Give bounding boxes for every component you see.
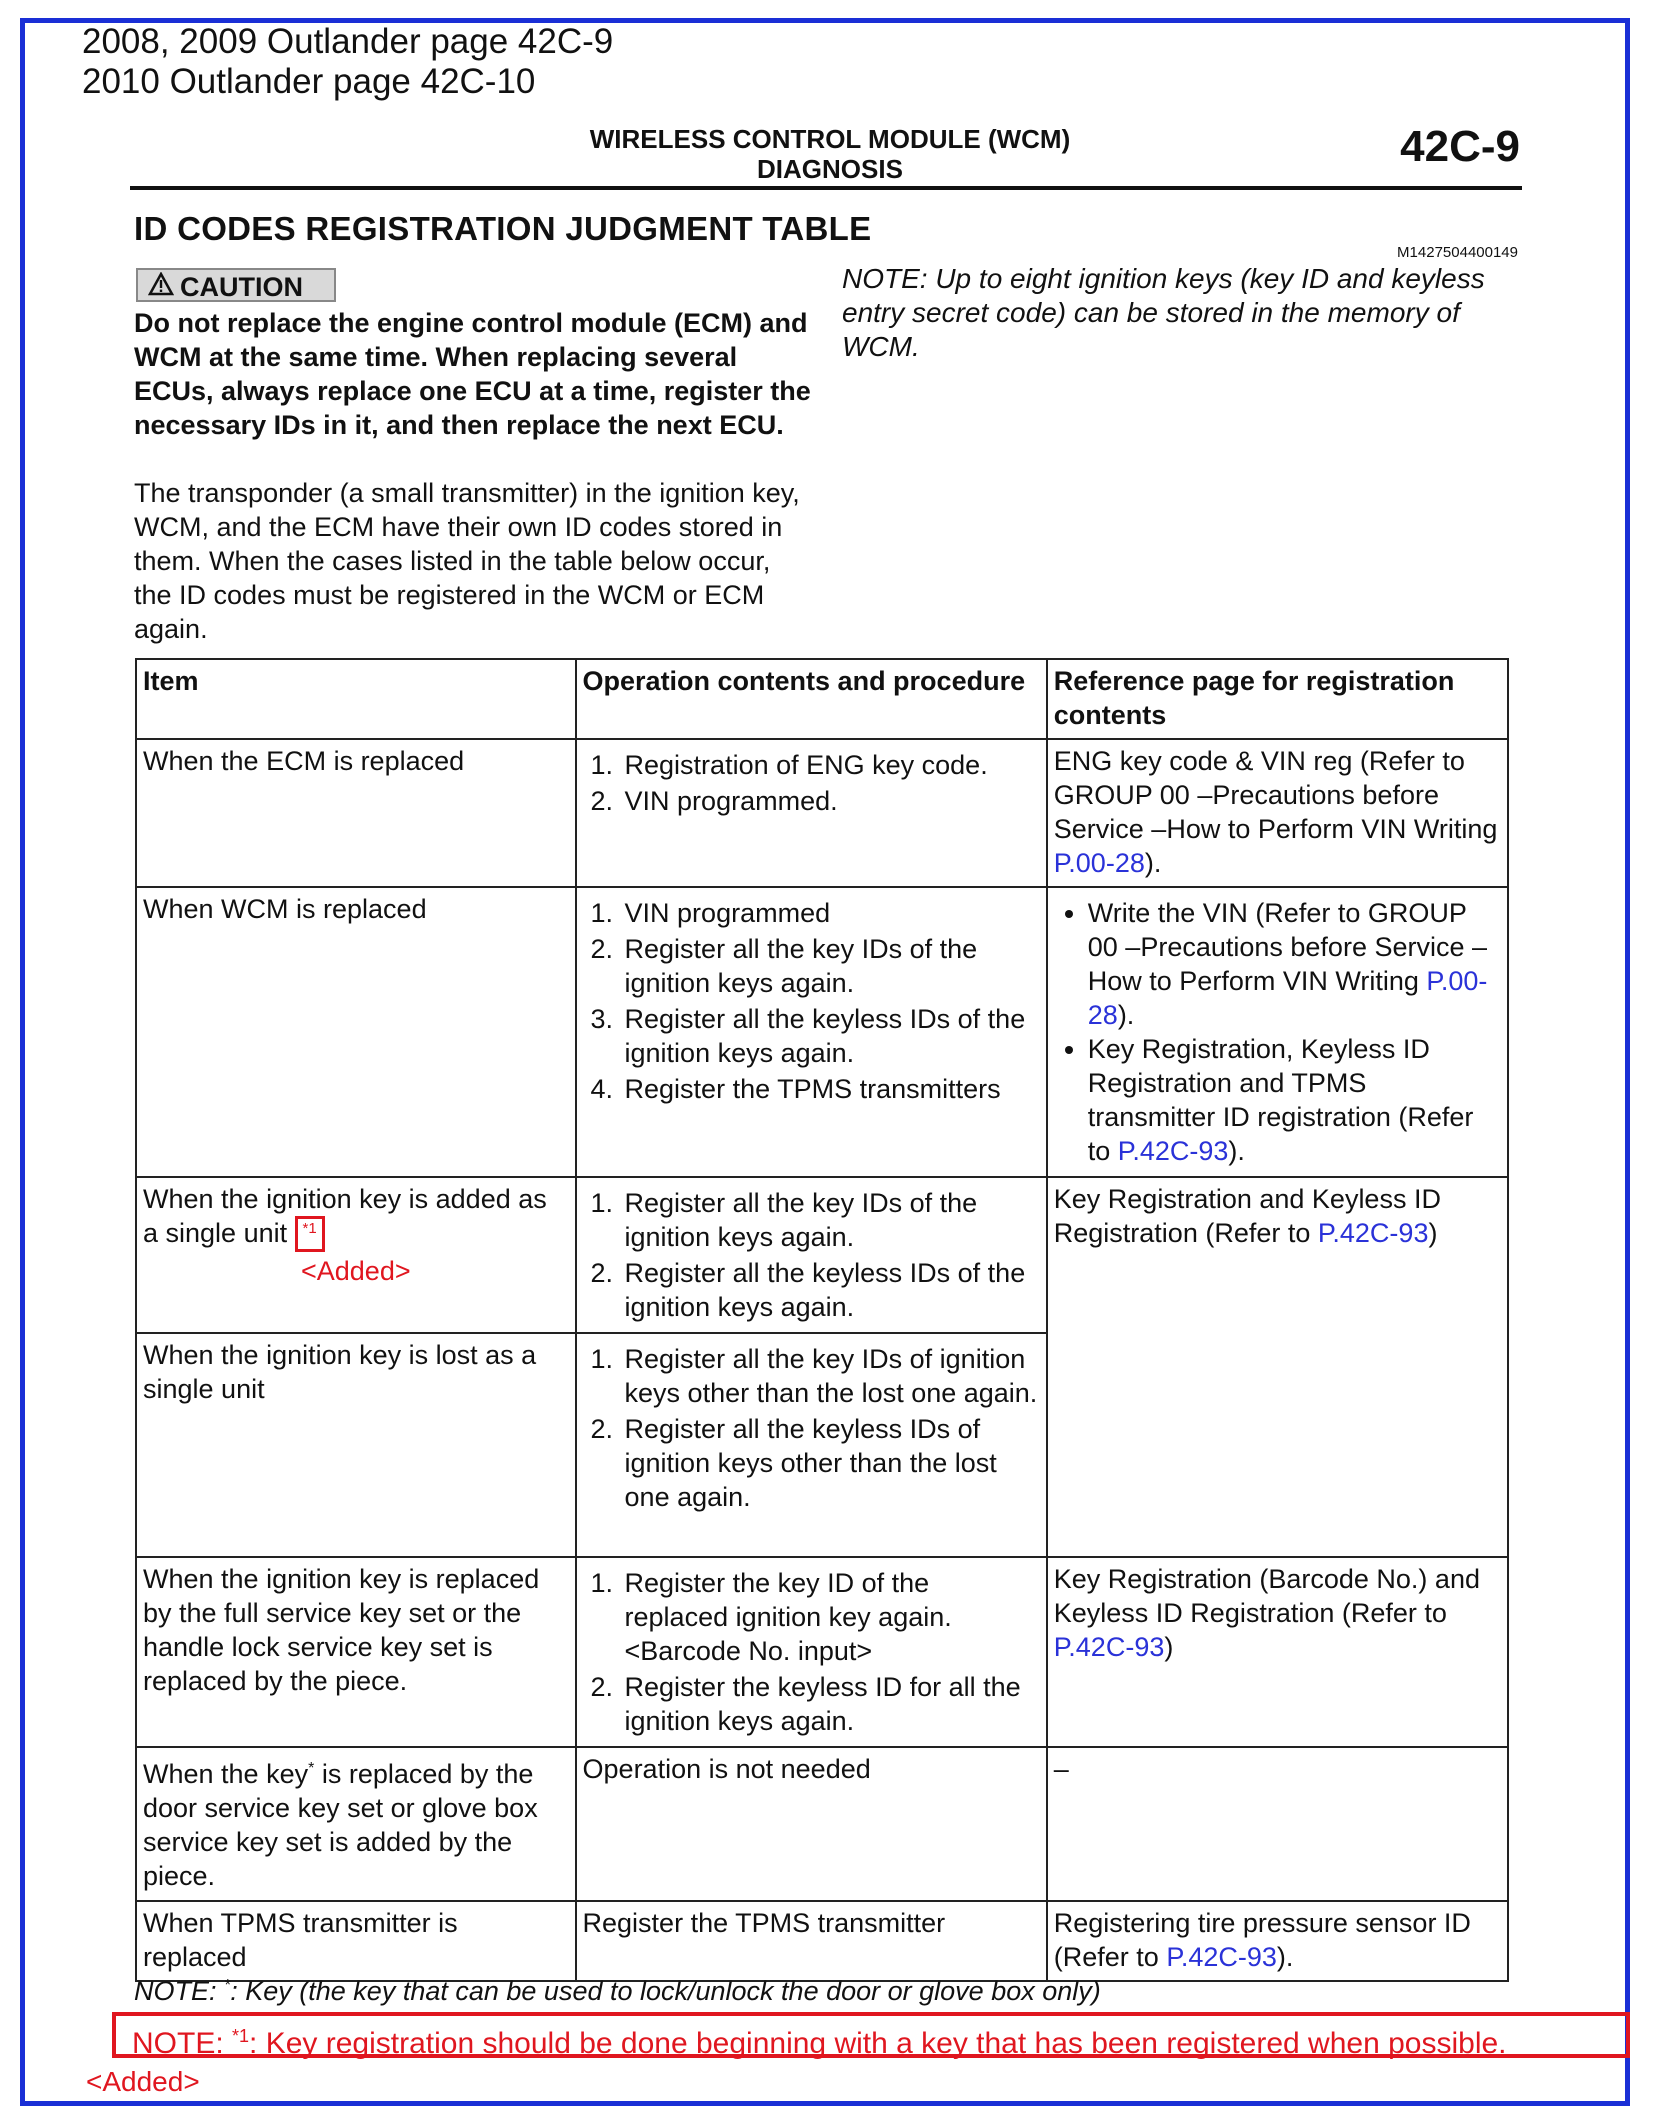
footnote-star: * xyxy=(224,1977,231,1994)
intro-paragraph: The transponder (a small transmitter) in the ignition key, WCM, and the ECM have their own ID codes stored in them. When the cases listed in the table below occur, the ID codes must be registered in the WCM or ECM again. xyxy=(134,478,800,644)
reference-text-end: ). xyxy=(1117,1000,1135,1030)
row-operation: Register the TPMS transmitter xyxy=(576,1901,1047,1981)
header-title-line-2: DIAGNOSIS xyxy=(757,154,903,184)
reference-bullet xyxy=(1088,896,1501,1032)
reference-text: ENG key code & VIN reg (Refer to GROUP 00 –Precautions before Service –How to Perform VIN Writing xyxy=(1053,746,1498,844)
row-operation xyxy=(576,1177,1047,1333)
row-reference xyxy=(1047,887,1508,1177)
reference-link[interactable]: P.42C-93 xyxy=(1117,1136,1229,1166)
row-reference xyxy=(1047,1901,1508,1981)
operation-step: 1. Register all the key IDs of the ignition keys again. xyxy=(621,1186,1040,1254)
row-operation xyxy=(576,887,1047,1177)
reference-text-end: ). xyxy=(1276,1942,1294,1972)
reference-text-end: ) xyxy=(1428,1218,1438,1248)
judgment-table xyxy=(135,658,1509,1982)
header-item: Item xyxy=(136,659,576,739)
note-top: NOTE: Up to eight ignition keys (key ID and keyless entry secret code) can be stored in the memory of WCM. xyxy=(842,263,1485,362)
row-item-text-end: is replaced by the door service key set or glove box service key set is added by the piece. xyxy=(143,1759,538,1891)
table-row xyxy=(136,1901,1508,1981)
reference-text-end: ). xyxy=(1228,1136,1245,1166)
row-reference: – xyxy=(1047,1747,1508,1901)
caution-label: CAUTION xyxy=(180,272,303,302)
reference-link[interactable]: P.00-28 xyxy=(1053,848,1145,878)
reference-text: Key Registration, Keyless ID Registration and TPMS transmitter ID registration (Refer to xyxy=(1087,1034,1474,1166)
reference-link[interactable]: P.00-28 xyxy=(1087,966,1488,1030)
table-row xyxy=(136,1747,1508,1901)
reference-text: Key Registration and Keyless ID Registration (Refer to xyxy=(1053,1184,1441,1248)
operation-step: 2. Register all the keyless IDs of the ignition keys again. xyxy=(621,1256,1040,1324)
operation-step: 4. Register the TPMS transmitters xyxy=(621,1072,1040,1106)
added-annotation-bottom: <Added> xyxy=(86,2066,200,2097)
added-note-prefix: NOTE: xyxy=(132,2027,233,2060)
reference-text: Registering tire pressure sensor ID (Refer to xyxy=(1053,1908,1471,1972)
operation-step: 2. Register all the keyless IDs of ignition keys other than the lost one again. xyxy=(621,1412,1040,1514)
table-row xyxy=(136,887,1508,1177)
row-item: When the ignition key is lost as a single unit xyxy=(136,1333,576,1557)
reference-text-end: ) xyxy=(1164,1632,1174,1662)
added-note-box xyxy=(112,2012,1630,2058)
row-operation xyxy=(576,1333,1047,1557)
reference-text-end: ). xyxy=(1144,848,1162,878)
caution-text: Do not replace the engine control module (ECM) and WCM at the same time. When replacing several ECUs, always replace one ECU at a time, register the necessary IDs in it, and then replace the next ECU. xyxy=(134,308,811,440)
page-reference-lines xyxy=(82,22,613,102)
row-item xyxy=(136,1747,576,1901)
header-reference: Reference page for registration contents xyxy=(1047,659,1508,739)
header-operation: Operation contents and procedure xyxy=(576,659,1047,739)
operation-step: 3. Register all the keyless IDs of the ignition keys again. xyxy=(621,1002,1040,1070)
added-note-text: : Key registration should be done beginning with a key that has been registered when possible. xyxy=(249,2027,1507,2060)
reference-link[interactable]: P.42C-93 xyxy=(1317,1218,1429,1248)
operation-step: 2. VIN programmed. xyxy=(621,784,1040,818)
header-title-line-1: WIRELESS CONTROL MODULE (WCM) xyxy=(589,124,1071,154)
row-item: When the ignition key is replaced by the full service key set or the handle lock service key set is replaced by the piece. xyxy=(136,1557,576,1747)
table-header-row xyxy=(136,659,1508,739)
page-reference-line-2: 2010 Outlander page 42C-10 xyxy=(82,62,536,101)
table-row xyxy=(136,1177,1508,1333)
operation-step: 2. Register the keyless ID for all the ignition keys again. xyxy=(621,1670,1040,1738)
page-reference-line-1: 2008, 2009 Outlander page 42C-9 xyxy=(82,22,614,61)
row-operation: Operation is not needed xyxy=(576,1747,1047,1901)
note-bottom-text: : Key (the key that can be used to lock/unlock the door or glove box only) xyxy=(230,1976,1101,2006)
table-row xyxy=(136,739,1508,887)
caution-badge xyxy=(136,268,336,302)
row-operation xyxy=(576,1557,1047,1747)
row-item xyxy=(136,1177,576,1333)
added-marker-box: *1 xyxy=(295,1216,325,1252)
row-item-text: When the key xyxy=(143,1759,309,1789)
operation-step: 1. Register the key ID of the replaced ignition key again. <Barcode No. input> xyxy=(621,1566,1040,1668)
row-reference xyxy=(1047,1557,1508,1747)
note-bottom xyxy=(134,1976,1101,2007)
operation-step: 2. Register all the key IDs of the ignition keys again. xyxy=(621,932,1040,1000)
row-item-text: When the ignition key is added as a single unit xyxy=(143,1184,547,1248)
warning-triangle-icon xyxy=(148,270,174,304)
header-title xyxy=(540,124,1120,184)
row-operation xyxy=(576,739,1047,887)
section-title: ID CODES REGISTRATION JUDGMENT TABLE xyxy=(134,210,872,247)
table-row xyxy=(136,1557,1508,1747)
footnote-star: * xyxy=(308,1760,315,1777)
reference-link[interactable]: P.42C-93 xyxy=(1053,1632,1165,1662)
note-bottom-prefix: NOTE: xyxy=(134,1976,225,2006)
footnote-mark: *1 xyxy=(232,2026,250,2046)
row-item: When TPMS transmitter is replaced xyxy=(136,1901,576,1981)
row-reference xyxy=(1047,1177,1508,1557)
figure-id: M1427504400149 xyxy=(1397,244,1518,261)
row-item: When WCM is replaced xyxy=(136,887,576,1177)
row-reference xyxy=(1047,739,1508,887)
reference-text: Key Registration (Barcode No.) and Keyless ID Registration (Refer to xyxy=(1053,1564,1480,1628)
operation-step: 1. VIN programmed xyxy=(621,896,1040,930)
added-annotation: <Added> xyxy=(301,1256,411,1286)
reference-text: Write the VIN (Refer to GROUP 00 –Precautions before Service –How to Perform VIN Writing xyxy=(1087,898,1488,996)
header-divider xyxy=(130,186,1522,190)
operation-step: 1. Register all the key IDs of ignition keys other than the lost one again. xyxy=(621,1342,1040,1410)
reference-link[interactable]: P.42C-93 xyxy=(1166,1942,1277,1972)
reference-bullet xyxy=(1088,1032,1501,1168)
page-number: 42C-9 xyxy=(1400,122,1520,171)
row-item: When the ECM is replaced xyxy=(136,739,576,887)
operation-step: 1. Registration of ENG key code. xyxy=(621,748,1040,782)
